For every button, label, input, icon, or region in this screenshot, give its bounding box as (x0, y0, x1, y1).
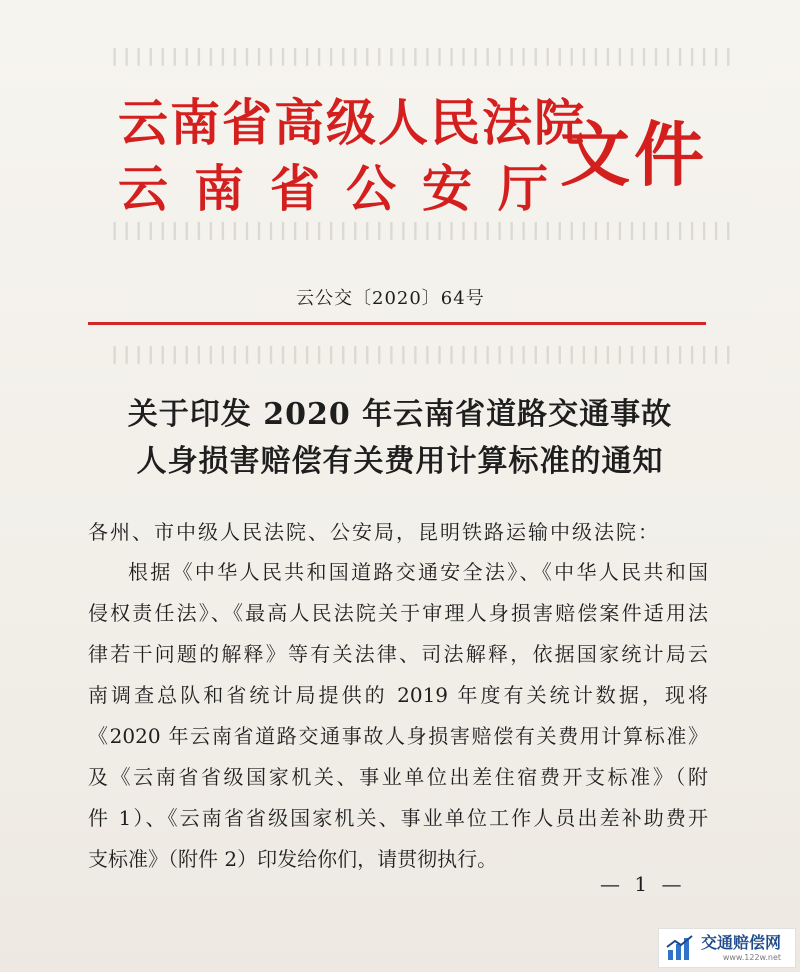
page-number: — 1 — (600, 872, 686, 896)
site-watermark[interactable] (658, 928, 796, 968)
body-text-line: 《2020 年云南省道路交通事故人身损害赔偿有关费用计算标准》 (88, 724, 708, 748)
body-text-line: 根据《中华人民共和国道路交通安全法》、《中华人民共和国 (128, 560, 708, 584)
bleed-through-text: ┃┃┃┃┃┃┃┃┃┃┃┃┃┃┃┃┃┃┃┃┃┃┃┃┃┃┃┃┃┃┃┃┃┃┃┃┃┃┃┃┃┃┃┃┃┃┃┃┃┃┃┃ (110, 346, 736, 364)
notice-title-line-1: 关于印发 2020 年云南省道路交通事故 (127, 397, 673, 432)
notice-title-line-2: 人身损害赔偿有关费用计算标准的通知 (136, 444, 664, 479)
issuing-org-court: 云南省高级人民法院 (118, 93, 586, 152)
body-text-line: 律若干问题的解释》等有关法律、司法解释，依据国家统计局云 (88, 642, 708, 666)
watermark-brand: 交通赔偿网 (701, 932, 782, 952)
bleed-through-text: ┃┃┃┃┃┃┃┃┃┃┃┃┃┃┃┃┃┃┃┃┃┃┃┃┃┃┃┃┃┃┃┃┃┃┃┃┃┃┃┃┃┃┃┃┃┃┃┃┃┃┃┃ (110, 48, 736, 66)
body-text-line: 件 1）、《云南省省级国家机关、事业单位工作人员出差补助费开 (88, 806, 708, 830)
body-text-line: 侵权责任法》、《最高人民法院关于审理人身损害赔偿案件适用法 (88, 601, 708, 625)
red-divider-rule (88, 322, 706, 325)
document-number: 云公交〔2020〕64号 (296, 288, 485, 309)
body-text-line: 支标准》（附件 2）印发给你们，请贯彻执行。 (88, 847, 498, 871)
body-text-line: 南调查总队和省统计局提供的 2019 年度有关统计数据，现将 (88, 683, 708, 707)
bar-chart-logo-icon (665, 933, 695, 963)
addressee-line: 各州、市中级人民法院、公安局，昆明铁路运输中级法院： (88, 520, 660, 544)
document-type-label: 文件 (560, 113, 708, 196)
bleed-through-text: ┃┃┃┃┃┃┃┃┃┃┃┃┃┃┃┃┃┃┃┃┃┃┃┃┃┃┃┃┃┃┃┃┃┃┃┃┃┃┃┃┃┃┃┃┃┃┃┃┃┃┃┃ (110, 222, 736, 240)
body-text-line: 及《云南省省级国家机关、事业单位出差住宿费开支标准》（附 (88, 765, 708, 789)
watermark-url: www.122w.net (722, 952, 782, 962)
issuing-org-police: 云南省公安厅 (118, 159, 574, 218)
